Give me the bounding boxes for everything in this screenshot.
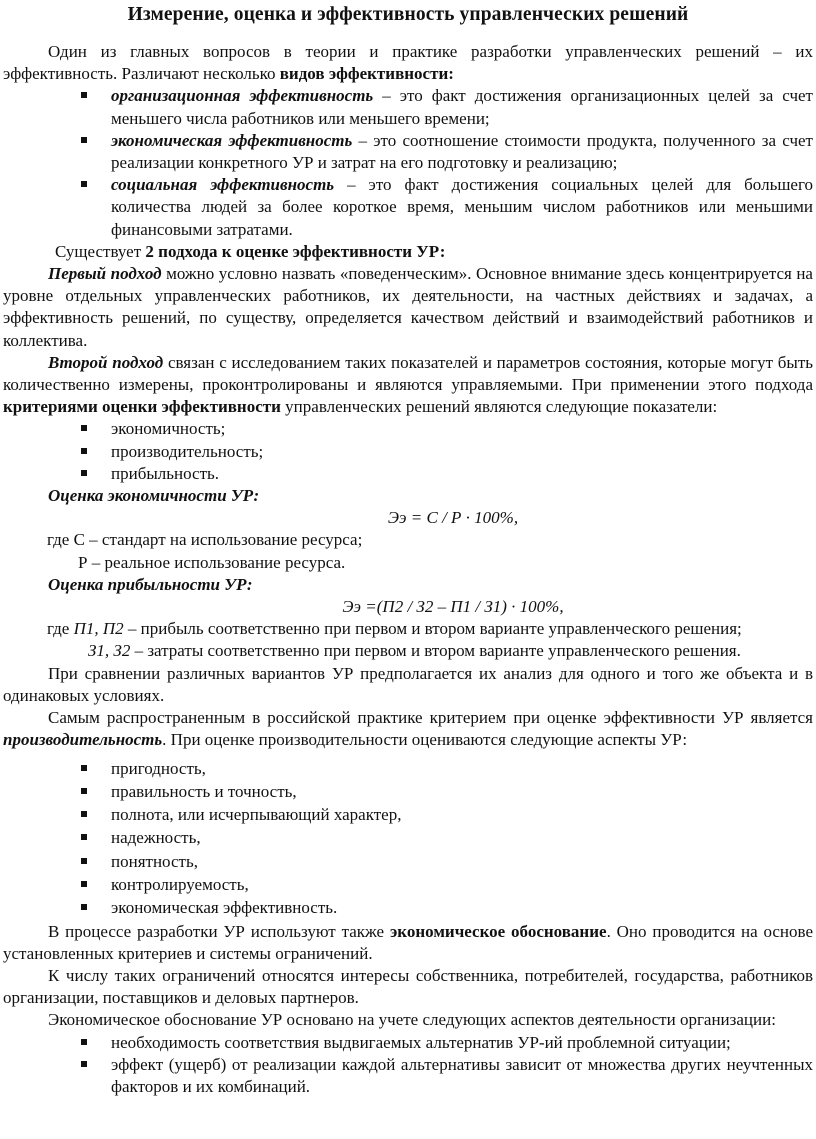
bullet-icon: [81, 834, 87, 840]
bullet-icon: [81, 788, 87, 794]
list-item: экономическая эффективность.: [3, 897, 813, 919]
list-item: производительность;: [3, 441, 813, 463]
basis-list: [3, 1032, 813, 1099]
aspects-list: [3, 758, 813, 920]
compare-paragraph: При сравнении различных вариантов УР предполагается их анализ для одного и того же объекта и в одинаковых условиях.: [3, 663, 813, 705]
limits-paragraph: К числу таких ограничений относятся интересы собственника, потребителей, государства, работников организации, поставщиков и деловых партнеров.: [3, 965, 813, 1008]
bullet-icon: [81, 881, 87, 887]
bullet-icon: [81, 765, 87, 771]
list-item: эффект (ущерб) от реализации каждой альтернативы зависит от множества других неучтенных факторов и их комбинаций.: [3, 1054, 813, 1098]
productivity-paragraph: Самым распространенным в российской практике критерием при оценке эффективности УР является производительность. При оценке производительности оцениваются следующие аспекты УР:: [3, 708, 813, 750]
bullet-icon: [81, 470, 87, 476]
list-item: контролируемость,: [3, 874, 813, 896]
list-item: организационная эффективность – это факт достижения организационных целей за счет меньшего числа работников или меньшего времени;: [3, 85, 813, 129]
bullet-icon: [81, 1061, 87, 1067]
intro-paragraph: Один из главных вопросов в теории и практике разработки управленческих решений – их эффективность. Различают несколько видов эффективности:: [3, 42, 813, 84]
bullet-icon: [81, 858, 87, 864]
efficiency-types-list: [3, 85, 813, 240]
economy-heading: Оценка экономичности УР:: [48, 486, 260, 506]
approaches-heading: Существует 2 подхода к оценке эффективности УР:: [55, 241, 446, 261]
bullet-icon: [81, 137, 87, 143]
list-item: экономическая эффективность – это соотношение стоимости продукта, полученного за счет реализации конкретного УР и затрат на его подготовку и реализацию;: [3, 130, 813, 174]
list-item: экономичность;: [3, 418, 813, 440]
list-item: социальная эффективность – это факт достижения социальных целей для большего количества людей за более короткое время, меньшим числом работников или меньшими финансовыми затратами.: [3, 174, 813, 241]
bullet-icon: [81, 425, 87, 431]
list-item: пригодность,: [3, 758, 813, 780]
profit-heading: Оценка прибыльности УР:: [48, 574, 253, 594]
indicators-list: [3, 418, 813, 485]
list-item: полнота, или исчерпывающий характер,: [3, 804, 813, 826]
list-item: прибыльность.: [3, 463, 813, 485]
bullet-icon: [81, 811, 87, 817]
profit-where-2: З1, З2 – затраты соответственно при первом и втором варианте управленческого решения.: [88, 641, 741, 661]
list-item: понятность,: [3, 851, 813, 873]
economy-formula: Ээ = С / Р · 100%,: [387, 508, 519, 528]
bullet-icon: [81, 181, 87, 187]
basis-paragraph: Экономическое обоснование УР основано на учете следующих аспектов деятельности организации:: [48, 1010, 776, 1030]
list-item: надежность,: [3, 827, 813, 849]
bullet-icon: [81, 92, 87, 98]
first-approach-paragraph: Первый подход можно условно назвать «поведенческим». Основное внимание здесь концентрируется на уровне отдельных управленческих работников, их деятельности, на частных действиях и задачах, а эффективность решений, по существу, определяется качеством действий и взаимодействий работников и коллектива.: [3, 264, 813, 350]
bullet-icon: [81, 1039, 87, 1045]
profit-formula: Ээ =(П2 / З2 – П1 / З1) · 100%,: [342, 597, 564, 617]
profit-where-1: где П1, П2 – прибыль соответственно при первом и втором варианте управленческого решения;: [47, 619, 742, 639]
list-item: правильность и точность,: [3, 781, 813, 803]
economy-where-2: Р – реальное использование ресурса.: [78, 552, 346, 572]
justification-paragraph: В процессе разработки УР используют также экономическое обоснование. Оно проводится на основе установленных критериев и системы ограничений.: [3, 921, 813, 963]
economy-where-1: где С – стандарт на использование ресурса;: [47, 530, 363, 550]
bullet-icon: [81, 448, 87, 454]
page-title: Измерение, оценка и эффективность управленческих решений: [127, 4, 689, 25]
bullet-icon: [81, 904, 87, 910]
list-item: необходимость соответствия выдвигаемых альтернатив УР-ий проблемной ситуации;: [3, 1032, 813, 1054]
second-approach-paragraph: Второй подход связан с исследованием таких показателей и параметров состояния, которые могут быть количественно измерены, проконтролированы и являются управляемыми. При применении этого подхода критериями оценки эффективности управленческих решений являются следующие показатели:: [3, 352, 814, 417]
